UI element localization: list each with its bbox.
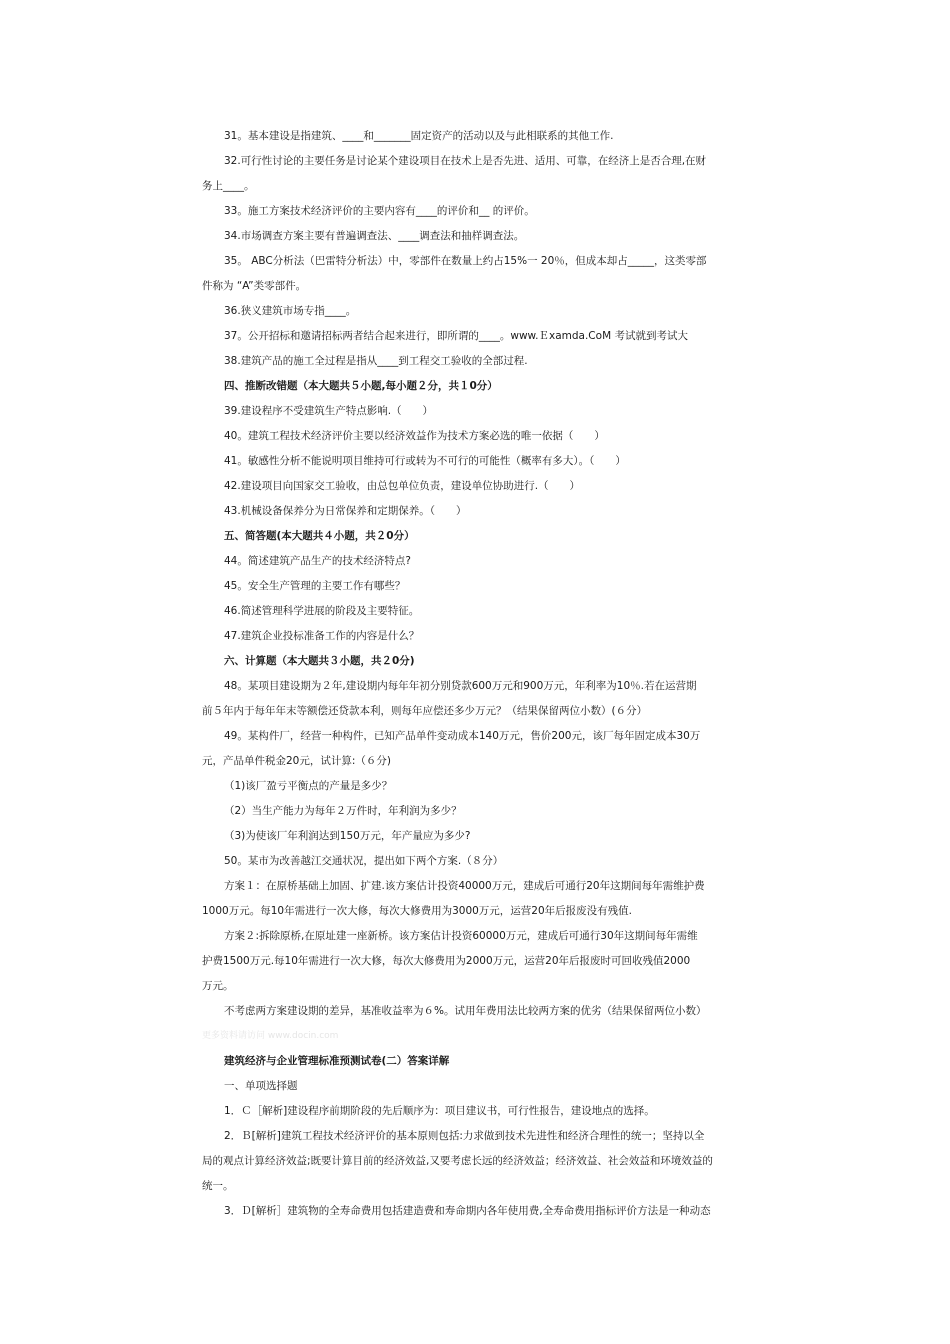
plan-2: 方案２:拆除原桥,在原址建一座新桥。该方案估计投资60000万元，建成后可通行30年这期间每年需维 [224, 930, 698, 942]
question-46: 46.简述管理科学进展的阶段及主要特征。 [224, 605, 420, 617]
question-31: 31。基本建设是指建筑、____和_______固定资产的活动以及与此相联系的其他工作. [224, 130, 614, 142]
question-48-cont: 前５年内于每年年末等额偿还贷款本利，则每年应偿还多少万元？（结果保留两位小数）(６分） [202, 705, 648, 717]
question-35-cont: 件称为 “A”类零部件。 [202, 280, 307, 292]
question-40: 40。建筑工程技术经济评价主要以经济效益作为技术方案必选的唯一依据（ ） [224, 430, 605, 442]
question-34: 34.市场调查方案主要有普遍调查法、____调查法和抽样调查法。 [224, 230, 525, 242]
question-43: 43.机械设备保养分为日常保养和定期保养。（ ） [224, 505, 467, 517]
answer-1: 1．Ｃ［解析]建设程序前期阶段的先后顺序为：项目建议书，可行性报告，建设地点的选择。 [224, 1105, 655, 1117]
answer-2: 2．Ｂ[解析]建筑工程技术经济评价的基本原则包括:力求做到技术先进性和经济合理性的统一；坚持以全 [224, 1130, 705, 1142]
question-32: 32.可行性讨论的主要任务是讨论某个建设项目在技术上是否先进、适用、可靠，在经济上是否合理,在财 [224, 155, 707, 167]
answer-2-cont-2: 统一。 [202, 1180, 234, 1192]
question-50: 50。某市为改善越江交通状况，提出如下两个方案.（８分） [224, 855, 504, 867]
question-41: 41。敏感性分析不能说明项目维持可行或转为不可行的可能性（概率有多大）。（ ） [224, 455, 626, 467]
question-45: 45。安全生产管理的主要工作有哪些？ [224, 580, 406, 592]
question-49-cont: 元，产品单件税金20元，试计算:（６分) [202, 755, 391, 767]
question-49: 49。某构件厂，经营一种构件，已知产品单件变动成本140万元，售价200元，该厂每年固定成本30万 [224, 730, 701, 742]
question-32-cont: 务上____。 [202, 180, 255, 192]
question-39: 39.建设程序不受建筑生产特点影响.（ ） [224, 405, 434, 417]
question-49-part-1: （1)该厂盈亏平衡点的产量是多少？ [224, 780, 393, 792]
answer-title: 建筑经济与企业管理标准预测试卷(二）答案详解 [224, 1055, 450, 1067]
answer-2-cont: 局的观点计算经济效益;既要计算目前的经济效益,又要考虑长远的经济效益；经济效益、社会效益和环境效益的 [202, 1155, 713, 1167]
question-47: 47.建筑企业投标准备工作的内容是什么？ [224, 630, 420, 642]
answer-section-1: 一、单项选择题 [224, 1080, 298, 1092]
question-49-part-2: （2）当生产能力为每年２万件时，年利润为多少？ [224, 805, 462, 817]
question-36: 36.狭义建筑市场专指____。 [224, 305, 357, 317]
plan-2-cont-2: 万元。 [202, 980, 234, 992]
question-48: 48。某项目建设期为２年,建设期内每年年初分别贷款600万元和900万元，年利率为10％.若在运营期 [224, 680, 697, 692]
watermark: 更多资料请访问 www.docin.com [202, 1031, 339, 1041]
question-49-part-3: （3)为使该厂年利润达到150万元，年产量应为多少? [224, 830, 471, 842]
question-50-note: 不考虑两方案建设期的差异，基准收益率为６%。试用年费用法比较两方案的优劣（结果保留两位小数） [224, 1005, 707, 1017]
plan-1-cont: 1000万元。每10年需进行一次大修，每次大修费用为3000万元，运营20年后报废没有残值. [202, 905, 633, 917]
question-35: 35。 ABC分析法（巴雷特分析法）中，零部件在数量上约占15%一 20％，但成本却占_____，这类零部 [224, 255, 707, 267]
section-5-heading: 五、简答题(本大题共４小题，共２0分） [224, 530, 415, 542]
plan-1: 方案１：在原桥基础上加固、扩建.该方案估计投资40000万元，建成后可通行20年这期间每年需维护费 [224, 880, 705, 892]
answer-3: 3．Ｄ[解析］建筑物的全寿命费用包括建造费和寿命期内各年使用费,全寿命费用指标评价方法是一种动态 [224, 1205, 711, 1217]
question-42: 42.建设项目向国家交工验收，由总包单位负责，建设单位协助进行.（ ） [224, 480, 581, 492]
plan-2-cont: 护费1500万元.每10年需进行一次大修，每次大修费用为2000万元，运营20年后报废时可回收残值2000 [202, 955, 691, 967]
question-33: 33。施工方案技术经济评价的主要内容有____的评价和__ 的评价。 [224, 205, 535, 217]
question-37: 37。公开招标和邀请招标两者结合起来进行，即所谓的____。www.Ｅxamda.CoM 考试就到考试大 [224, 330, 688, 342]
question-44: 44。简述建筑产品生产的技术经济特点? [224, 555, 411, 567]
question-38: 38.建筑产品的施工全过程是指从____到工程交工验收的全部过程. [224, 355, 528, 367]
section-4-heading: 四、推断改错题（本大题共５小题,每小题２分，共１0分） [224, 380, 498, 392]
section-6-heading: 六、计算题（本大题共３小题，共２0分) [224, 655, 415, 667]
